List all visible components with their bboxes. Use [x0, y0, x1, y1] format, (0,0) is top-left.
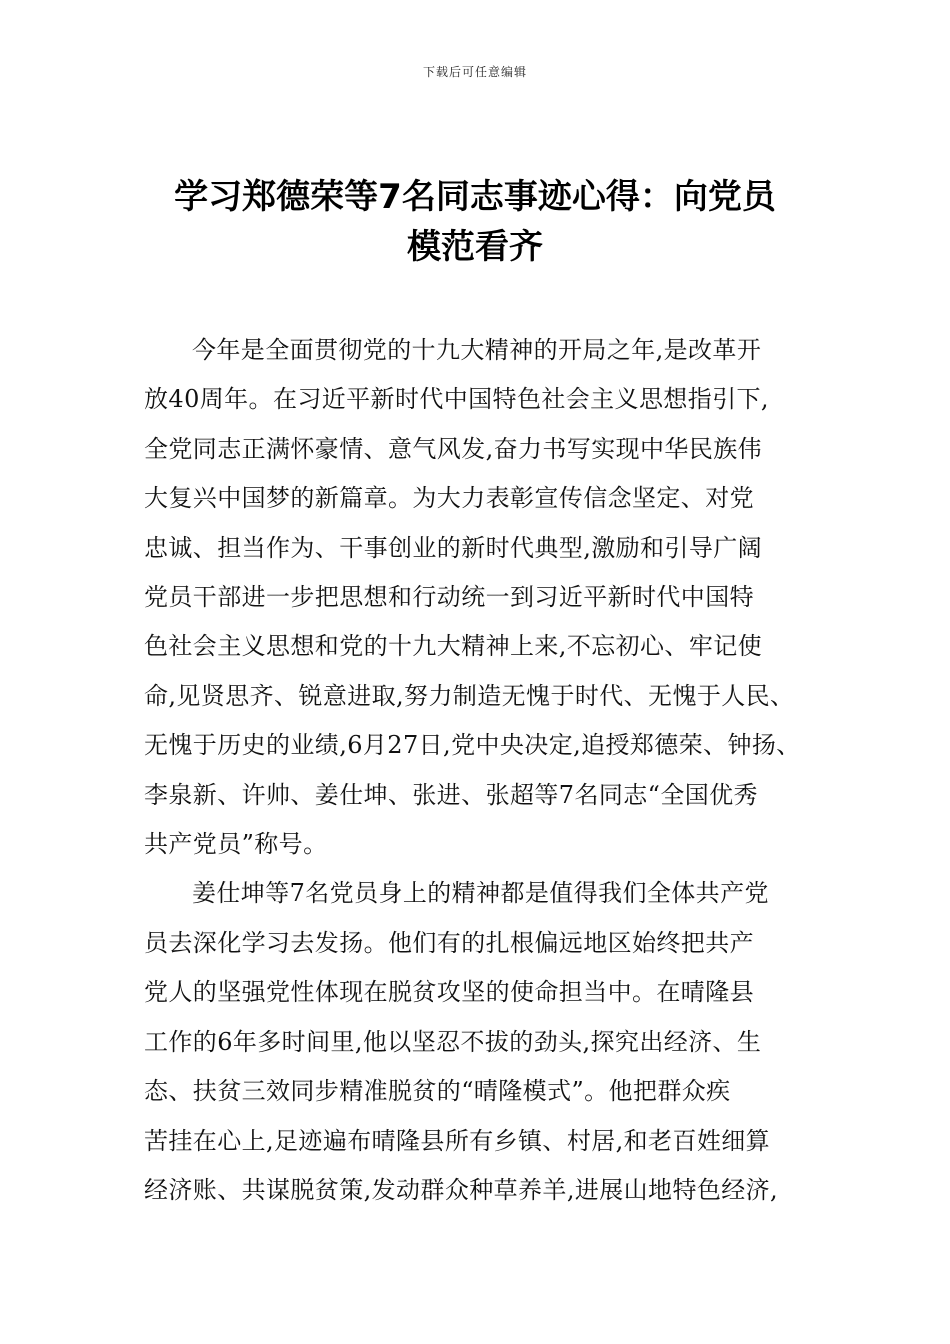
text-line: 态、扶贫三效同步精准脱贫的“晴隆模式”。他把群众疾 — [144, 1077, 731, 1106]
text-line: 色社会主义思想和党的十九大精神上来,不忘初心、牢记使 — [144, 632, 763, 661]
text-line: 全党同志正满怀豪情、意气风发,奋力书写实现中华民族伟 — [144, 434, 763, 463]
text-line: 党人的坚强党性体现在脱贫攻坚的使命担当中。在晴隆县 — [144, 978, 754, 1007]
text-line: 命,见贤思齐、锐意进取,努力制造无愧于时代、无愧于人民、 — [144, 681, 795, 710]
text-line: 党员干部进一步把思想和行动统一到习近平新时代中国特 — [144, 583, 754, 612]
text-line: 经济账、共谋脱贫策,发动群众种草养羊,进展山地特色经济, — [144, 1175, 779, 1204]
title-line: 模范看齐 — [407, 227, 543, 267]
text-line: 李泉新、许帅、姜仕坤、张进、张超等7名同志“全国优秀 — [144, 780, 758, 809]
text-line: 大复兴中国梦的新篇章。为大力表彰宣传信念坚定、对党 — [144, 484, 754, 513]
text-line: 忠诚、担当作为、干事创业的新时代典型,激励和引导广阔 — [144, 533, 763, 562]
title-line: 学习郑德荣等7名同志事迹心得：向党员 — [174, 177, 776, 217]
text-line: 姜仕坤等7名党员身上的精神都是值得我们全体共产党 — [192, 879, 769, 908]
text-line: 今年是全面贯彻党的十九大精神的开局之年,是改革开 — [192, 336, 762, 364]
document-body — [144, 326, 809, 1215]
header-note: 下载后可任意编辑 — [422, 65, 527, 79]
paragraph-2 — [144, 869, 809, 1215]
text-line: 共产党员”称号。 — [144, 830, 328, 859]
text-line: 苦挂在心上,足迹遍布晴隆县所有乡镇、村居,和老百姓细算 — [144, 1126, 771, 1155]
text-line: 放40周年。在习近平新时代中国特色社会主义思想指引下, — [144, 385, 769, 414]
paragraph-1 — [144, 326, 809, 869]
text-line: 无愧于历史的业绩,6月27日,党中央决定,追授郑德荣、钟扬、 — [144, 731, 801, 760]
text-line: 工作的6年多时间里,他以坚忍不拔的劲头,探究出经济、生 — [144, 1027, 762, 1056]
text-line: 员去深化学习去发扬。他们有的扎根偏远地区始终把共产 — [144, 928, 754, 957]
document-title — [120, 172, 830, 272]
